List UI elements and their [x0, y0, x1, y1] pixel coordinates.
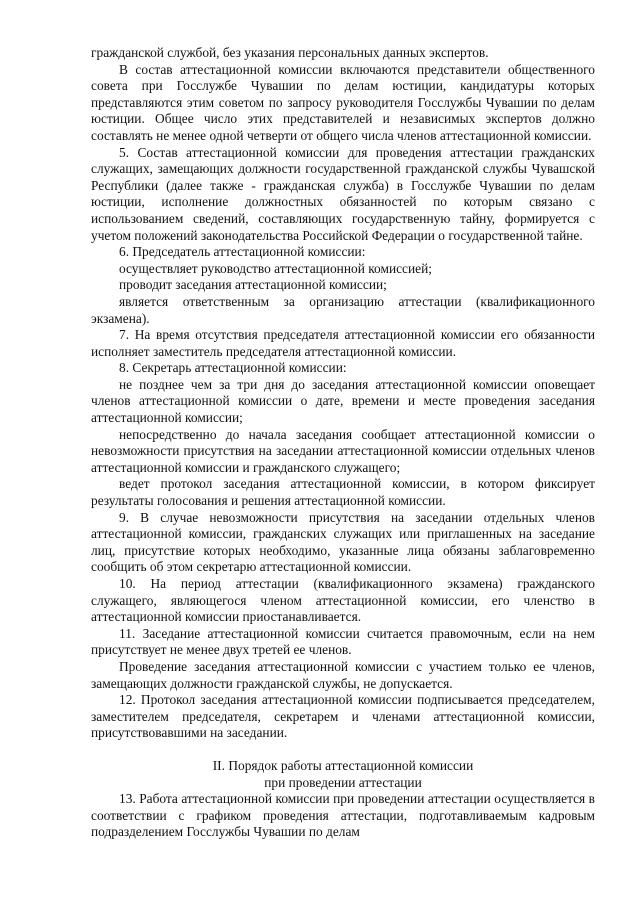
- paragraph: ведет протокол заседания аттестационной комиссии, в котором фиксирует результаты голосования и решения аттестационной комиссии.: [91, 476, 595, 509]
- paragraph: осуществляет руководство аттестационной комиссией;: [119, 260, 432, 276]
- paragraph: В состав аттестационной комиссии включаются представители общественного совета при Госслужбе Чувашии по делам юстиции, кандидатуры которых представляются этим советом по запросу руководителя Госслужбы Чувашии по делам юстиции. Общее число этих представителей и независимых экспертов должно составлять не менее одной четверти от общего числа членов аттестационной комиссии.: [91, 61, 595, 143]
- section-heading: II. Порядок работы аттестационной комиссии: [212, 757, 474, 773]
- paragraph: 13. Работа аттестационной комиссии при проведении аттестации осуществляется в соответствии с графиком проведения аттестации, подготавливаемым кадровым подразделением Госслужбы Чувашии по делам: [91, 791, 595, 840]
- paragraph: 10. На период аттестации (квалификационного экзамена) гражданского служащего, являющегося членом аттестационной комиссии, его членство в аттестационной комиссии приостанавливается.: [91, 576, 595, 625]
- paragraph: не позднее чем за три дня до заседания аттестационной комиссии оповещает членов аттестационной комиссии о дате, времени и месте проведения заседания аттестационной комиссии;: [91, 376, 595, 426]
- paragraph: 6. Председатель аттестационной комиссии:: [119, 244, 366, 260]
- section-gap: [91, 742, 595, 758]
- section-heading-subtitle: при проведении аттестации: [264, 774, 422, 790]
- paragraph: Проведение заседания аттестационной комиссии с участием только ее членов, замещающих должности гражданской службы, не допускается.: [91, 658, 595, 691]
- paragraph: 8. Секретарь аттестационной комиссии:: [119, 360, 347, 376]
- document-page: [91, 45, 595, 841]
- paragraph: 7. На время отсутствия председателя аттестационной комиссии его обязанности исполняет заместитель председателя аттестационной комиссии.: [91, 327, 595, 359]
- paragraph: является ответственным за организацию аттестации (квалификационного экзамена).: [91, 293, 595, 326]
- paragraph: непосредственно до начала заседания сообщает аттестационной комиссии о невозможности присутствия на заседании аттестационной комиссии отдельных членов аттестационной комиссии и гражданского служащего;: [91, 426, 595, 475]
- paragraph: 12. Протокол заседания аттестационной комиссии подписывается председателем, заместителем председателя, секретарем и членами аттестационной комиссии, присутствовавшими на заседании.: [91, 692, 595, 741]
- paragraph: 5. Состав аттестационной комиссии для проведения аттестации гражданских служащих, замещающих должности государственной гражданской службы Чувашской Республики (далее также - гражданская служба) в Госслужбе Чувашии по делам юстиции, исполнение должностных обязанностей по которым связано с использованием сведений, составляющих государственную тайну, формируется с учетом положений законодательства Российской Федерации о государственной тайне.: [91, 144, 595, 243]
- paragraph: 11. Заседание аттестационной комиссии считается правомочным, если на нем присутствует не менее двух третей ее членов.: [91, 625, 595, 658]
- paragraph: проводит заседания аттестационной комиссии;: [119, 277, 387, 293]
- paragraph: гражданской службой, без указания персональных данных экспертов.: [91, 45, 489, 60]
- paragraph: 9. В случае невозможности присутствия на заседании отдельных членов аттестационной комиссии, гражданских служащих или приглашенных на заседание лиц, присутствие которых необходимо, указанные лица обязаны заблаговременно сообщить об этом секретарю аттестационной комиссии.: [91, 509, 595, 575]
